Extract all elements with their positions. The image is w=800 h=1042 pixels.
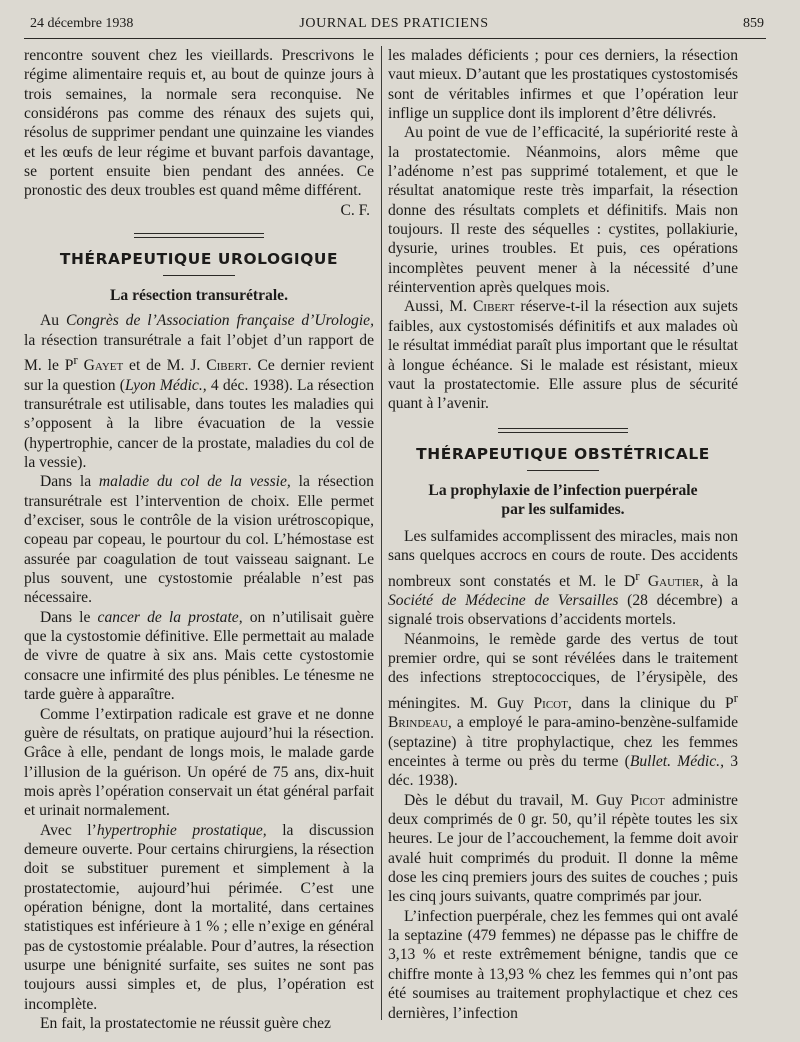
paragraph: Au point de vue de l’efficacité, la supériorité reste à la prostatectomie. Néanmoins, alors même que l’adénome n’est pas supprimé totalement, et que le résultat anatomique reste très imparfait, la résection donne des résultats complets et définitifs. Mais non toujours. Il reste des séquelles : cystites, pollakiurie, dysurie, urines troubles. Et puis, ces opérations incomplètes peuvent mener à la nécessité d’une réintervention après quelques mois. bbox=[388, 124, 738, 297]
author-name: Gautier bbox=[647, 572, 700, 590]
paragraph: Dans le cancer de la prostate, on n’utilisait guère que la cystostomie définitive. Elle permettait au malade de vivre de quatre à six ans. Mais cette cystostomie consacre une infirmité des plus pénibles. Le ténesme ne tarde guère à apparaître. bbox=[24, 608, 374, 704]
paragraph: En fait, la prostatectomie ne réussit guère chez bbox=[40, 1015, 331, 1032]
section-divider bbox=[498, 428, 628, 433]
paragraph: Les sulfamides accomplissent des miracles, mais non sans quelques accrocs en cours de route. Des accidents nombreux sont constatés et M. le $D^r$ Gautier, à la Société de Médecine de Versailles (28 décembre) a signalé trois observations d’accidents mortels. bbox=[388, 527, 738, 629]
continued-paragraph: les malades déficients ; pour ces derniers, la résection vaut mieux. D’autant que les prostatiques cystostomisés sont de véritables infirmes et que l’opération leur inflige un supplice dont ils implorent d’être délivrés. bbox=[388, 47, 738, 123]
paragraph: Aussi, M. Cibert réserve-t-il la résection aux sujets faibles, aux cystostomisés définitifs et aux malades où le résultat immédiat paraît plus important que le résultat à longue échéance. Si le malade est résistant, mieux vaut la prostatectomie. Elle assure plus de sécurité quant à l’avenir. bbox=[388, 298, 738, 413]
running-header bbox=[24, 14, 764, 36]
author-name: Picot bbox=[533, 695, 568, 712]
paragraph: L’infection puerpérale, chez les femmes qui ont avalé la septazine (479 femmes) ne dépasse pas le chiffre de 3,13 % et reste extrêmement bénigne, tandis que ce chiffre monte à 13,93 % chez les femmes qui n’ont pas été soumises au traitement prophylactique et chez ces dernières, l’infection bbox=[388, 907, 738, 1022]
author-name: Gayet bbox=[83, 357, 124, 375]
section-title-urologie: THÉRAPEUTIQUE UROLOGIQUE bbox=[59, 250, 339, 269]
author-name: Brindeau bbox=[388, 714, 448, 732]
author-name: Picot bbox=[630, 791, 665, 809]
header-rule bbox=[24, 38, 766, 39]
paragraph: Néanmoins, le remède garde des vertus de tout premier ordre, qui se sont révélées dans le traitement des infections streptococciques, de l’érysipèle, des méningites. M. Guy Picot, dans la clinique du $P^r$ Brindeau, a employé le para-amino-benzène-sulfamide (septazine) à titre prophylactique, chez les femmes enceintes à terme ou près du terme (Bullet. Médic., 3 déc. 1938). bbox=[388, 630, 739, 790]
title-underline bbox=[527, 470, 599, 471]
column-divider bbox=[381, 46, 382, 1020]
continued-paragraph: rencontre souvent chez les vieillards. Prescrivons le régime alimentaire requis et, au bout de quinze jours à trois semaines, la normale sera reconquise. Ne considérons pas comme des rénaux des sujets qui, résolus de supprimer pendant une quinzaine les viandes et les œufs de leur régime et buvant parfois davantage, se portent ensuite bien pendant des années. Ce pronostic des deux troubles est quand même différent. bbox=[24, 47, 374, 200]
header-date: 24 décembre 1938 bbox=[30, 16, 134, 31]
author-name: Cibert bbox=[473, 298, 515, 316]
paragraph: Dans la maladie du col de la vessie, la résection transurétrale est l’intervention de choix. Elle permet d’exciser, sous le contrôle de la vision urétroscopique, copeau par copeau, le pourtour du col. L’hémostase est assurée par coagulation de tout vaisseau saignant. Le plus souvent, une cystostomie préalable n’est pas nécessaire. bbox=[24, 473, 374, 607]
article-title-resection: La résection transurétrale. bbox=[110, 287, 288, 305]
right-column bbox=[388, 46, 738, 1023]
paragraph: Au Congrès de l’Association française d’Urologie, la résection transurétrale a fait l’objet d’un rapport de M. le $P^r$ Gayet et de M. J. Cibert. Ce dernier revient sur la question (Lyon Médic., 4 déc. 1938). La résection transurétrale est utilisable, dans toutes les maladies qui s’opposent à la libre évacuation de la vessie (hypertrophie, cancer de la prostate, maladies du col de la vessie). bbox=[24, 312, 374, 472]
page-number: 859 bbox=[743, 16, 764, 31]
title-underline bbox=[163, 275, 235, 276]
article-title-prophylaxie: La prophylaxie de l’infection puerpérale par les sulfamides. bbox=[428, 481, 698, 518]
author-signature: C. F. bbox=[340, 201, 370, 219]
journal-title: JOURNAL DES PRATICIENS bbox=[299, 16, 489, 31]
paragraph: Comme l’extirpation radicale est grave et ne donne guère de résultats, on pratique aujourd’hui la résection. Grâce à elle, pendant de longs mois, le malade garde l’illusion de la guérison. Un opéré de 75 ans, dix-huit mois après l’opération conservait un état général parfait et urinait normalement. bbox=[24, 705, 374, 820]
paragraph: Avec l’hypertrophie prostatique, la discussion demeure ouverte. Pour certains chirurgiens, la résection doit se substituer purement et simplement à la prostatectomie, aujourd’hui périmée. C’est une opération bénigne, dont la mortalité, dans certaines statistiques est inférieure à 1 % ; elle n’exige en général pas de cystostomie préalable. Pour d’autres, la résection usurpe une bénignité surfaite, ses suites ne sont pas toujours aussi simples et, de plus, l’opération est incomplète. bbox=[24, 821, 374, 1013]
section-divider bbox=[134, 233, 264, 238]
left-column bbox=[24, 46, 374, 1033]
section-title-obstetrique: THÉRAPEUTIQUE OBSTÉTRICALE bbox=[416, 444, 710, 463]
author-name: Cibert bbox=[206, 357, 248, 375]
paragraph: Dès le début du travail, M. Guy Picot administre deux comprimés de 0 gr. 50, qu’il répète toutes les six heures. Le jour de l’accouchement, la femme doit avoir avalé huit comprimés du produit. Il donne la même dose les cinq premiers jours des suites de couches ; puis les cinq jours suivants, quatre comprimés par jour. bbox=[388, 791, 738, 906]
